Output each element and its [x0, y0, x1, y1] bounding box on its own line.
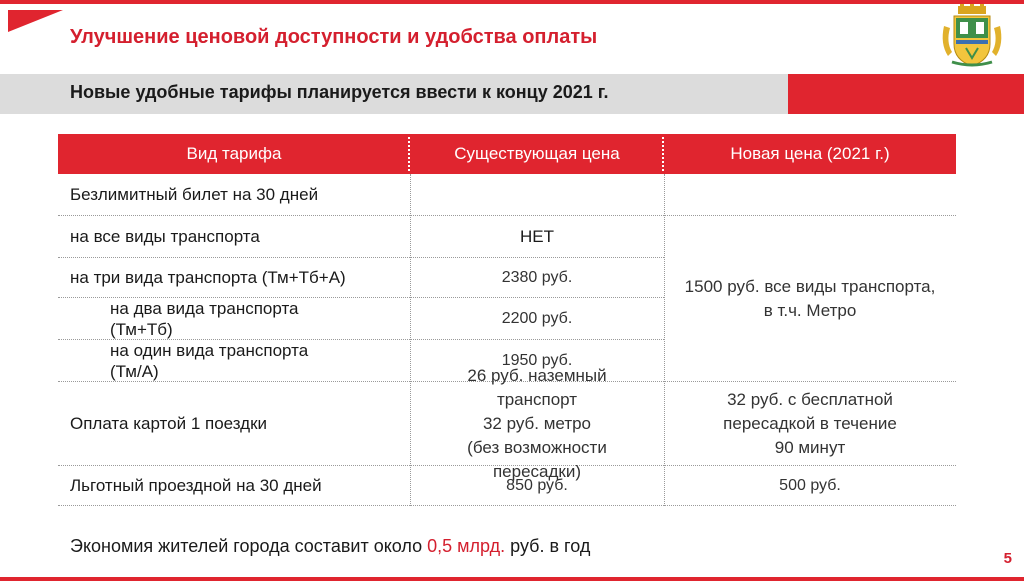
- row-label: [58, 340, 410, 381]
- row-label: Оплата картой 1 поездки: [70, 413, 268, 433]
- merged-new-price: [664, 216, 956, 382]
- existing-price-line: транспорт: [496, 390, 578, 409]
- new-price-line: 90 минут: [774, 437, 846, 457]
- row-label-line: на два вида транспорта: [110, 299, 299, 318]
- city-coat-of-arms-icon: [938, 4, 1006, 70]
- column-header-new-price: Новая цена (2021 г.): [730, 144, 890, 163]
- column-header-tariff-type: Вид тарифа: [58, 134, 410, 174]
- new-price-line: 32 руб. с бесплатной: [727, 389, 893, 409]
- existing-price: 1950 руб.: [501, 351, 573, 369]
- existing-price-line: (без возможности: [467, 438, 607, 457]
- existing-price: НЕТ: [520, 227, 554, 246]
- merged-new-price-line: 1500 руб. все виды транспорта,: [684, 277, 936, 296]
- merged-new-price-line: в т.ч. Метро: [763, 301, 857, 320]
- savings-note: [70, 536, 590, 557]
- row-label-line: на один вида транспорта: [110, 340, 309, 360]
- table-row: [58, 466, 956, 506]
- top-red-line: [0, 0, 1024, 4]
- table-row: [58, 174, 956, 216]
- savings-text: Экономия жителей города составит около: [70, 536, 428, 556]
- page-subtitle: Новые удобные тарифы планируется ввести к концу 2021 г.: [70, 82, 609, 102]
- existing-price: 2200 руб.: [501, 310, 573, 327]
- row-label: [58, 298, 410, 340]
- new-price-line: пересадкой в течение: [723, 413, 897, 433]
- column-header-existing-price: Существующая цена: [410, 134, 664, 174]
- row-label: на три вида транспорта (Тм+Тб+А): [70, 268, 346, 287]
- row-label: Льготный проездной на 30 дней: [70, 475, 322, 495]
- new-price: [664, 382, 956, 465]
- banner-red-accent: [788, 74, 1024, 114]
- page-number: 5: [1003, 550, 1012, 567]
- existing-price: 850 руб.: [506, 476, 568, 494]
- corner-triangle-decoration: [8, 10, 63, 32]
- savings-highlight: 0,5 млрд.: [427, 536, 506, 556]
- row-label: на все виды транспорта: [70, 227, 260, 246]
- existing-price-line: 32 руб. метро: [482, 414, 592, 433]
- existing-price-line: 26 руб. наземный: [467, 366, 607, 385]
- row-label-line: (Тм+Тб): [110, 320, 173, 339]
- row-label: Безлимитный билет на 30 дней: [70, 184, 319, 204]
- existing-price-line: пересадки): [492, 462, 582, 481]
- existing-price: 2380 руб.: [501, 269, 573, 286]
- tariff-table: [58, 134, 956, 495]
- table-header: [58, 134, 956, 174]
- page-title: Улучшение ценовой доступности и удобства оплаты: [70, 26, 598, 48]
- row-label-line: (Тм/А): [110, 361, 159, 381]
- new-price: 500 руб.: [779, 476, 841, 494]
- savings-text-end: руб. в год: [505, 536, 591, 556]
- bottom-red-line: [0, 577, 1024, 581]
